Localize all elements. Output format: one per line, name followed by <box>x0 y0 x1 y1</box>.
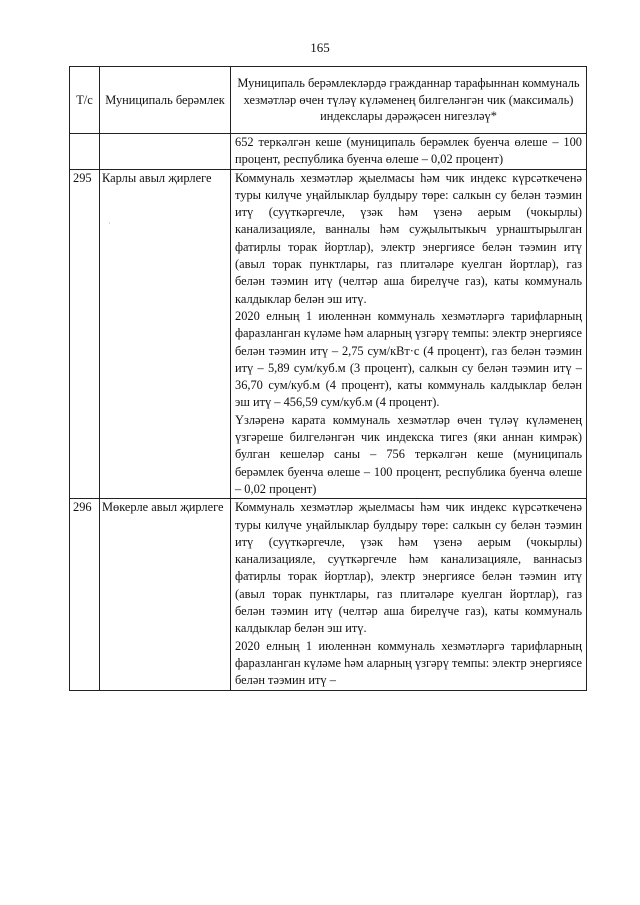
table-row <box>70 499 587 690</box>
municipality-name: Карлы авыл җирлеге <box>102 170 212 185</box>
row-number <box>70 134 100 170</box>
row-municipality <box>100 499 231 690</box>
table-header-row <box>70 67 587 134</box>
table-row <box>70 134 587 170</box>
description-paragraph: 652 теркәлгән кеше (муниципаль берәмлек буенча өлеше – 100 процент, республика буенча өлеше – 0,02 процент) <box>235 135 582 167</box>
row-municipality <box>100 134 231 170</box>
page-number: 165 <box>310 40 330 55</box>
header-description: Муниципаль берәмлекләрдә гражданнар тарафыннан коммуналь хезмәтләр өчен түләү күләменең билгеләнгән чик (максималь) индекслары дәрәҗәсен нигезләү* <box>231 67 587 134</box>
municipality-name: Мөкерле авыл җирлеге <box>102 500 224 515</box>
description-paragraph: Үзләренә карата коммуналь хезмәтләр өчен түләү күләменең үзгәреше билгеләнгән чик индекска тигез (яки аннан кимрәк) булган кешеләр саны – 756 теркәлгән кеше (муниципаль берәмлек буенча өлеше – 100 процент, республика буенча өлеше – 0,02 процент) <box>235 412 582 496</box>
description-paragraph: Коммуналь хезмәтләр җыелмасы һәм чик индекс күрсәткеченә туры килүче уңайлыклар булдыру төре: салкын су белән тәэмин итү (суүткәргечле, үзәк һәм үзенә аерым (чокырлы) канализацияле, ванналы һәм суҗылытыкыч урнаштырылган фатирлы торак йортлар), электр энергиясе белән тәэмин итү (авыл торак пунктлары, газ плитәләре куелган йортлар), газ белән тәэмин итү (челтәр аша бирелүче газ), каты коммуналь калдыклар белән эш итү. <box>235 170 582 306</box>
row-number: 295 <box>70 169 100 499</box>
header-number: Т/с <box>70 67 100 134</box>
description-paragraph: Коммуналь хезмәтләр җыелмасы һәм чик индекс күрсәткеченә туры килүче уңайлыклар булдыру төре: салкын су белән тәэмин итү (суүткәргечле, үзәк һәм үзенә аерым (чокырлы) канализацияле, суүткәргечле һәм канализацияле, ваннасыз фатирлы торак йортлар), электр энергиясе белән тәэмин итү (авыл торак пунктлары, газ плитәләре куелган йортлар), газ белән тәэмин итү (челтәр аша бирелүче газ), каты коммуналь калдыклар белән эш итү. <box>235 500 582 636</box>
row-municipality <box>100 169 231 499</box>
description-paragraph: 2020 елның 1 июленнән коммуналь хезмәтләргә тарифларның фаразланган күләме һәм аларның үзгәрү темпы: электр энергиясе белән тәэмин итү – 2,75 сум/кВт·с (4 процент), газ белән тәэмин итү – 5,89 сум/куб.м (3 процент), салкын су белән тәэмин итү – 36,70 сум/куб.м (4 процент), каты коммуналь калдыклар белән эш итү – 456,59 сум/куб.м (4 процент). <box>235 308 582 410</box>
description-paragraph: 2020 елның 1 июленнән коммуналь хезмәтләргә тарифларның фаразланган күләме һәм аларның үзгәрү темпы: электр энергиясе белән тәэмин итү – <box>235 638 582 688</box>
row-description <box>231 134 587 170</box>
scan-mark: · <box>108 218 111 228</box>
row-description <box>231 499 587 690</box>
header-municipality: Муниципаль берәмлек <box>100 67 231 134</box>
row-number: 296 <box>70 499 100 690</box>
table-body <box>70 134 587 691</box>
row-description <box>231 169 587 499</box>
table-row <box>70 169 587 499</box>
municipal-tariff-table <box>69 66 587 691</box>
